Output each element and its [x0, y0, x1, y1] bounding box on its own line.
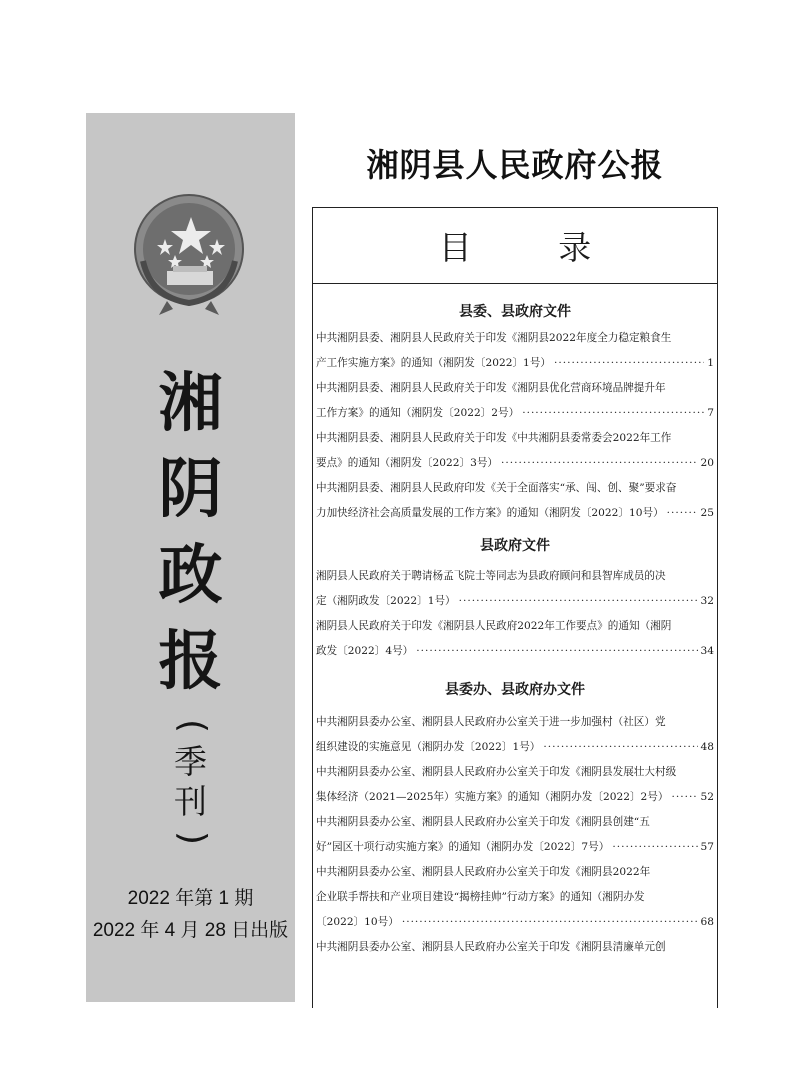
toc-section-title: 县委、县政府文件	[459, 304, 571, 320]
toc-entry-text: 湘阴县人民政府关于印发《湘阴县人民政府2022年工作要点》的通知（湘阴	[316, 620, 672, 632]
toc-entry-text: 中共湘阴县委、湘阴县人民政府关于印发《中共湘阴县委常委会2022年工作	[316, 432, 672, 444]
toc-entry-text: 企业联手帮扶和产业项目建设“揭榜挂帅”行动方案》的通知（湘阴办发	[316, 891, 645, 903]
toc-section-title: 县委办、县政府办文件	[445, 682, 585, 698]
leader-dots	[522, 401, 704, 426]
toc-entry[interactable]	[316, 614, 714, 664]
table-of-contents	[312, 207, 718, 1008]
toc-entry-text: 要点》的通知（湘阴发〔2022〕3号）	[316, 457, 499, 469]
toc-entry-text: 产工作实施方案》的通知（湘阴发〔2022〕1号）	[316, 357, 551, 369]
toc-entry-text: 中共湘阴县委办公室、湘阴县人民政府办公室关于印发《湘阴县创建“五	[316, 816, 650, 828]
toc-entry-text: 集体经济（2021—2025年）实施方案》的通知（湘阴办发〔2022〕2号）	[316, 791, 669, 803]
page-number: 52	[700, 791, 714, 803]
page-number: 20	[700, 457, 714, 469]
toc-entry-text: 工作方案》的通知（湘阴发〔2022〕2号）	[316, 407, 520, 419]
page-number: 57	[700, 841, 714, 853]
page-number: 48	[700, 741, 714, 753]
toc-entry[interactable]	[316, 810, 714, 860]
quarterly-close-paren: )	[172, 830, 214, 846]
toc-entry-text: 好”园区十项行动实施方案》的通知（湘阴办发〔2022〕7号）	[316, 841, 610, 853]
toc-entry-text: 中共湘阴县委办公室、湘阴县人民政府办公室关于印发《湘阴县发展壮大村级	[316, 766, 677, 778]
journal-name-char: 阴	[158, 452, 223, 527]
page-number: 32	[700, 595, 714, 607]
toc-entry-text: 〔2022〕10号）	[316, 916, 399, 928]
toc-heading: 目 录	[313, 208, 717, 284]
quarterly-char: 季	[174, 742, 207, 781]
toc-entry-text: 组织建设的实施意见（湘阴办发〔2022〕1号）	[316, 741, 541, 753]
toc-entry-text: 定（湘阴政发〔2022〕1号）	[316, 595, 456, 607]
leader-dots	[416, 639, 697, 664]
journal-name-char: 政	[158, 538, 223, 613]
toc-entry-text: 中共湘阴县委、湘阴县人民政府关于印发《湘阴县优化营商环境品牌提升年	[316, 382, 666, 394]
leader-dots	[501, 451, 698, 476]
page-number: 34	[700, 645, 714, 657]
quarterly-open-paren: (	[172, 718, 214, 734]
journal-name-char: 报	[158, 624, 223, 699]
toc-entry-text: 中共湘阴县委办公室、湘阴县人民政府办公室关于进一步加强村（社区）党	[316, 716, 666, 728]
toc-entry[interactable]	[316, 935, 714, 960]
toc-entry-text: 力加快经济社会高质量发展的工作方案》的通知（湘阴发〔2022〕10号）	[316, 507, 664, 519]
toc-entry-text: 中共湘阴县委、湘阴县人民政府关于印发《湘阴县2022年度全力稳定粮食生	[316, 332, 672, 344]
toc-entry[interactable]	[316, 710, 714, 760]
toc-entry[interactable]	[316, 326, 714, 376]
toc-entry[interactable]	[316, 564, 714, 614]
page-number: 1	[707, 357, 714, 369]
toc-entry-text: 湘阴县人民政府关于聘请杨孟飞院士等同志为县政府顾问和县智库成员的决	[316, 570, 666, 582]
leader-dots	[459, 589, 698, 614]
leader-dots	[612, 835, 697, 860]
toc-entry[interactable]	[316, 426, 714, 476]
publish-date: 2022 年 4 月 28 日出版	[92, 920, 289, 941]
journal-name-vertical	[86, 361, 295, 705]
toc-entry-text: 政发〔2022〕4号）	[316, 645, 414, 657]
bulletin-title: 湘阴县人民政府公报	[366, 146, 664, 184]
leader-dots	[543, 735, 697, 760]
quarterly-char: 刊	[174, 782, 207, 821]
leader-dots	[402, 910, 698, 935]
leader-dots	[554, 351, 704, 376]
issue-info	[86, 883, 295, 947]
leader-dots	[667, 501, 698, 526]
toc-entry-text: 中共湘阴县委办公室、湘阴县人民政府办公室关于印发《湘阴县2022年	[316, 866, 651, 878]
quarterly-label	[86, 710, 295, 854]
leader-dots	[671, 785, 697, 810]
issue-number: 2022 年第 1 期	[127, 888, 254, 909]
page-number: 68	[700, 916, 714, 928]
toc-entry[interactable]	[316, 760, 714, 810]
toc-entry[interactable]	[316, 860, 714, 935]
cover-sidebar	[86, 113, 295, 1002]
journal-name-char: 湘	[158, 366, 223, 441]
toc-section-title: 县政府文件	[480, 538, 550, 554]
national-emblem-icon	[131, 191, 247, 319]
toc-entry[interactable]	[316, 476, 714, 526]
toc-entry-text: 中共湘阴县委办公室、湘阴县人民政府办公室关于印发《湘阴县清廉单元创	[316, 941, 666, 953]
toc-entry[interactable]	[316, 376, 714, 426]
page-number: 25	[700, 507, 714, 519]
toc-entry-text: 中共湘阴县委、湘阴县人民政府印发《关于全面落实“承、闯、创、聚”要求奋	[316, 482, 677, 494]
page-number: 7	[707, 407, 714, 419]
